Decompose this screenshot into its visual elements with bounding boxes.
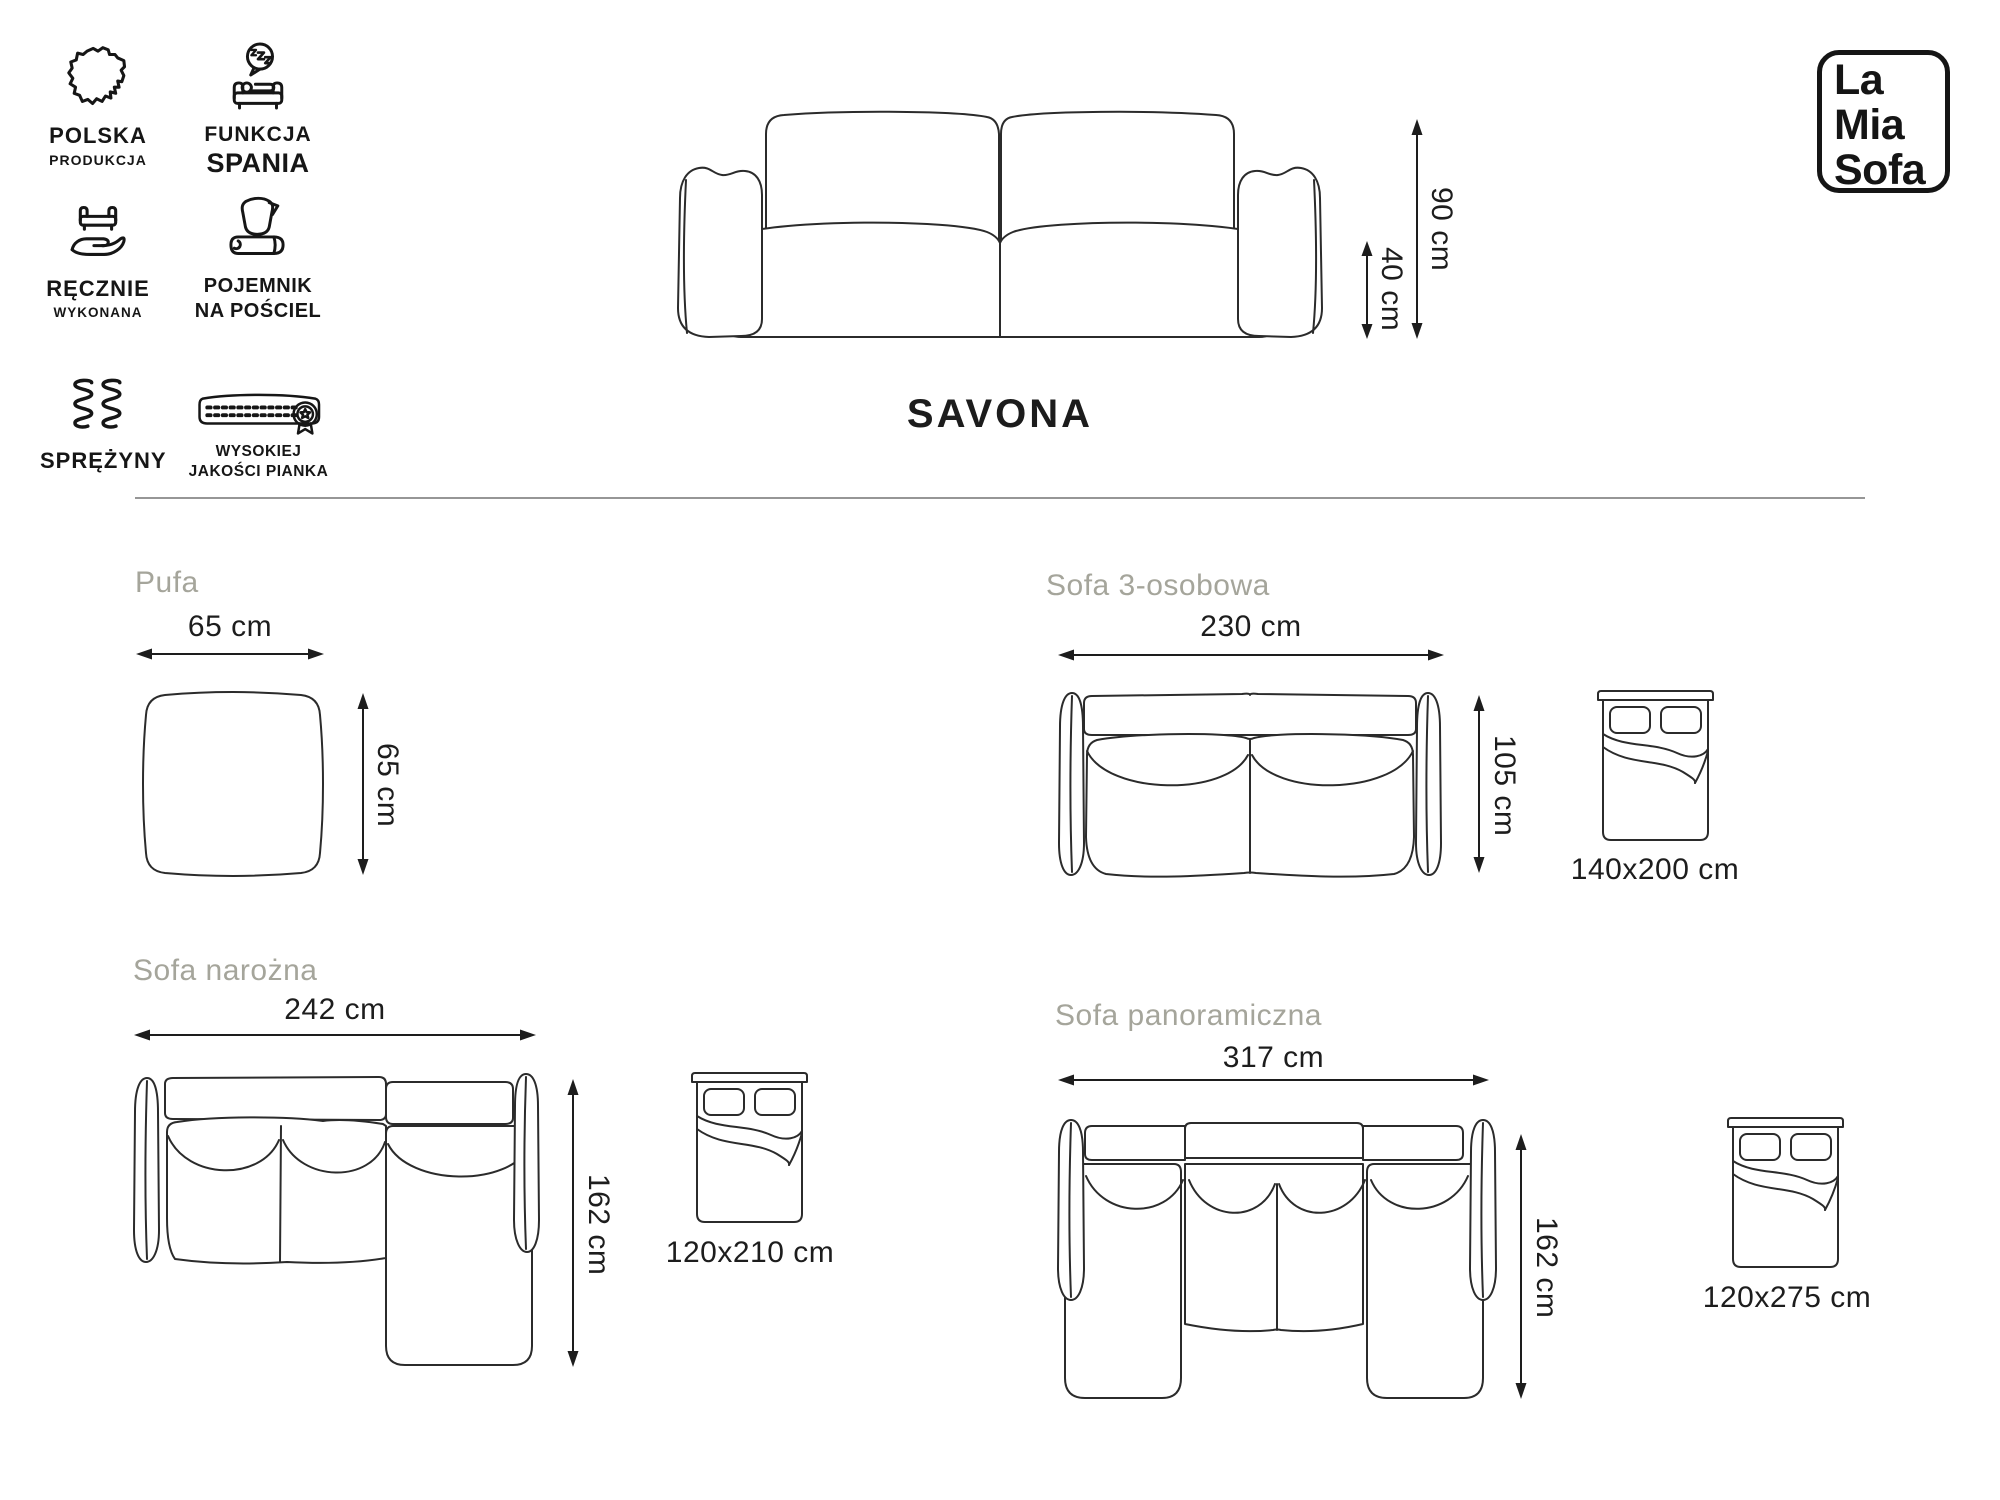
narozna-bed-size-label: 120x210 cm bbox=[665, 1236, 835, 1269]
panoramiczna-bed-size-label: 120x275 cm bbox=[1702, 1281, 1872, 1314]
narozna-depth-dimension: 162 cm bbox=[582, 1174, 615, 1276]
feature-label: FUNKCJA bbox=[204, 123, 312, 146]
feature-polska-produkcja bbox=[40, 44, 156, 168]
feature-label: POJEMNIK bbox=[203, 275, 313, 297]
panoramiczna-depth-dimension: 162 cm bbox=[1530, 1217, 1563, 1319]
brand-logo-line: Mia bbox=[1834, 101, 1905, 149]
feature-sublabel: NA POŚCIEL bbox=[194, 300, 322, 322]
sofa3-depth-arrow bbox=[1471, 694, 1487, 874]
section-title-narozna: Sofa narożna bbox=[133, 954, 318, 987]
pufa-depth-dimension: 65 cm bbox=[371, 743, 404, 828]
pufa-width-dimension: 65 cm bbox=[187, 610, 273, 643]
foam-quality-icon bbox=[180, 380, 337, 436]
narozna-top-view-drawing bbox=[125, 1068, 555, 1373]
feature-sublabel: WYKONANA bbox=[53, 305, 143, 321]
panoramiczna-bed-icon bbox=[1723, 1117, 1848, 1269]
section-title-pufa: Pufa bbox=[135, 566, 199, 599]
sleep-function-icon bbox=[194, 40, 322, 114]
divider-line bbox=[135, 497, 1865, 499]
seat-height-dimension: 40 cm bbox=[1375, 247, 1408, 332]
handmade-icon bbox=[40, 198, 156, 266]
feature-sublabel: PRODUKCJA bbox=[49, 152, 147, 169]
sofa3-width-arrow bbox=[1057, 647, 1445, 663]
seat-height-arrow bbox=[1359, 240, 1375, 340]
sofa3-top-view-drawing bbox=[1050, 685, 1450, 905]
product-name: SAVONA bbox=[906, 392, 1094, 436]
pufa-depth-arrow bbox=[355, 692, 371, 876]
narozna-width-arrow bbox=[133, 1027, 537, 1043]
narozna-width-dimension: 242 cm bbox=[284, 993, 386, 1026]
height-dimension: 90 cm bbox=[1425, 187, 1458, 272]
feature-label: SPRĘŻYNY bbox=[40, 448, 167, 473]
feature-funkcja-spania bbox=[194, 40, 322, 179]
height-arrow bbox=[1409, 118, 1425, 340]
sofa3-bed-size-label: 140x200 cm bbox=[1570, 853, 1740, 886]
panoramiczna-depth-arrow bbox=[1513, 1133, 1529, 1400]
poland-map-icon bbox=[40, 44, 156, 114]
brand-logo-line: La bbox=[1834, 56, 1884, 104]
pufa-width-arrow bbox=[135, 646, 325, 662]
panoramiczna-width-arrow bbox=[1057, 1072, 1490, 1088]
feature-wysokiej-jakosci-pianka bbox=[180, 380, 337, 481]
feature-label: POLSKA bbox=[49, 123, 147, 148]
feature-sublabel: JAKOŚCI PIANKA bbox=[188, 462, 329, 480]
sofa-front-view-drawing bbox=[528, 82, 1348, 348]
bedding-storage-icon bbox=[186, 196, 330, 266]
section-title-sofa3: Sofa 3-osobowa bbox=[1046, 569, 1270, 602]
feature-recznie-wykonana bbox=[40, 198, 156, 321]
panoramiczna-top-view-drawing bbox=[1050, 1112, 1505, 1407]
feature-sublabel: SPANIA bbox=[206, 148, 310, 179]
brand-logo-line: Sofa bbox=[1834, 146, 1926, 194]
feature-label: RĘCZNIE bbox=[46, 276, 150, 301]
sofa3-bed-icon bbox=[1593, 690, 1718, 842]
brand-logo bbox=[1817, 50, 1950, 193]
panoramiczna-width-dimension: 317 cm bbox=[1222, 1041, 1325, 1074]
sofa3-depth-dimension: 105 cm bbox=[1488, 735, 1521, 837]
narozna-depth-arrow bbox=[565, 1078, 581, 1368]
sofa3-width-dimension: 230 cm bbox=[1200, 610, 1302, 643]
feature-sprezyny bbox=[40, 376, 167, 473]
feature-pojemnik-na-posciel bbox=[186, 196, 330, 323]
section-title-panoramiczna: Sofa panoramiczna bbox=[1055, 999, 1322, 1032]
springs-icon bbox=[40, 376, 156, 434]
pufa-top-view-drawing bbox=[135, 688, 331, 880]
narozna-bed-icon bbox=[687, 1072, 812, 1224]
feature-label: WYSOKIEJ bbox=[215, 443, 302, 460]
